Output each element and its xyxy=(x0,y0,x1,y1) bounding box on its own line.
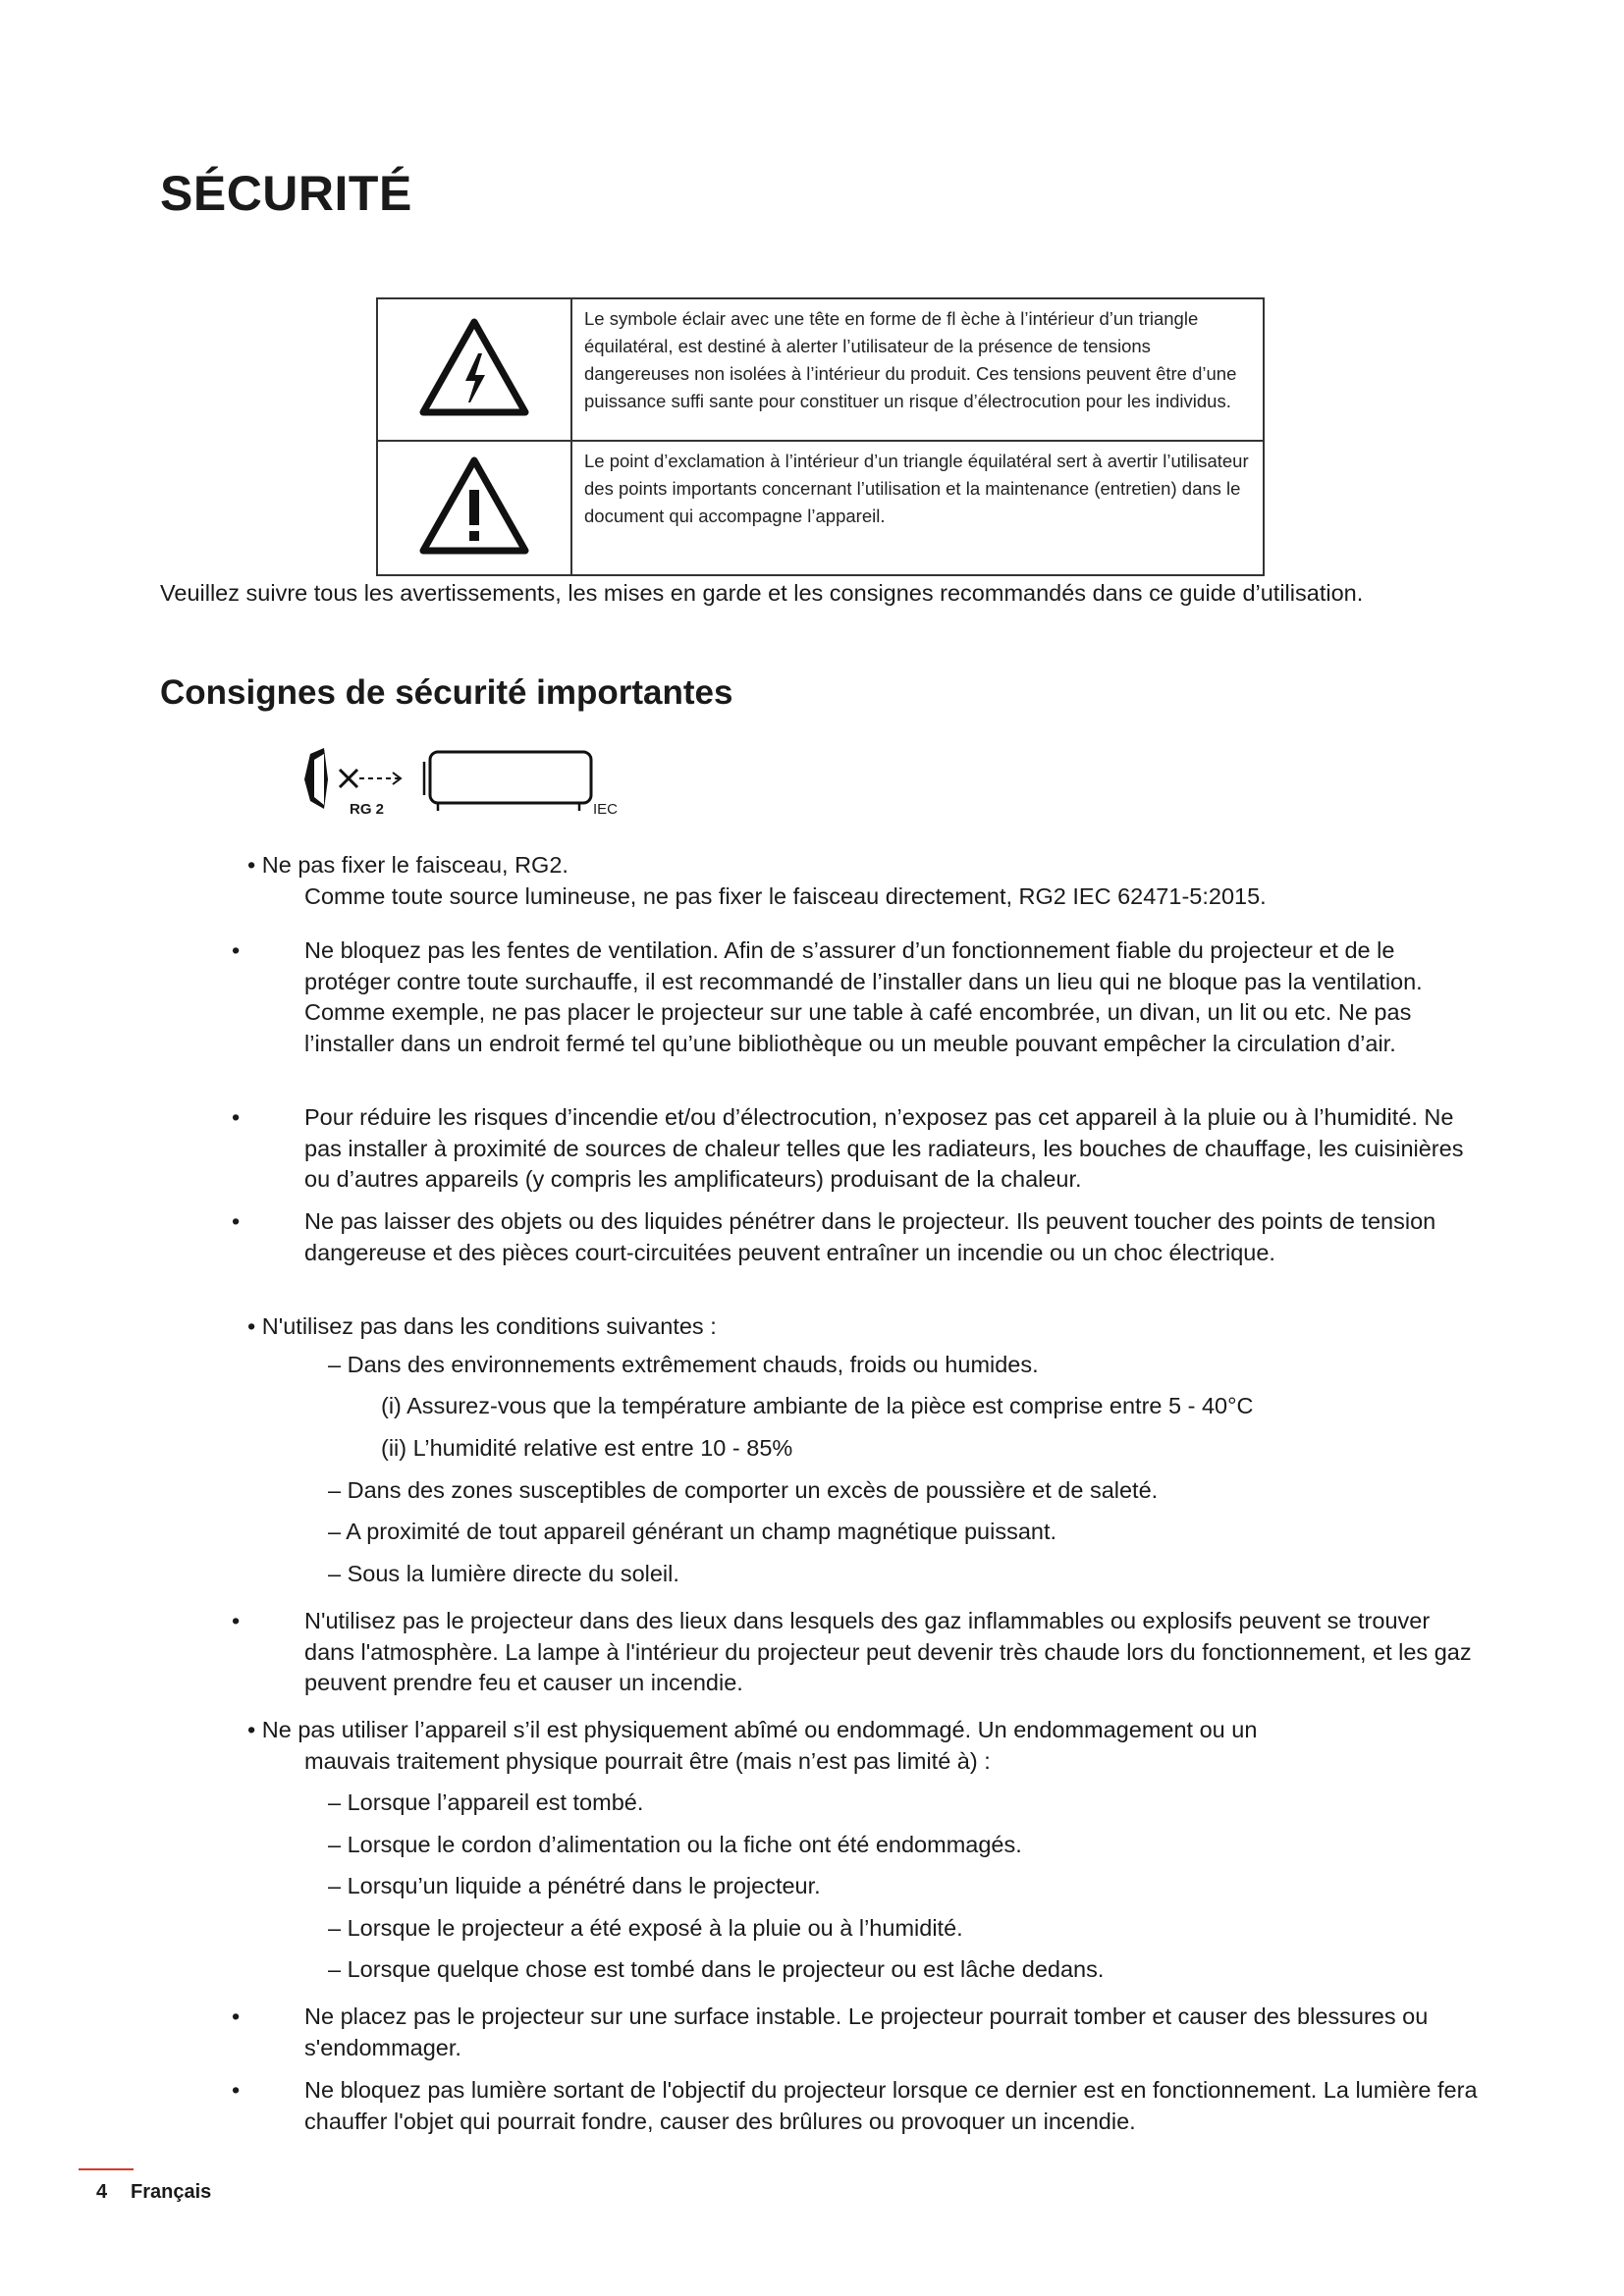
bullet: • xyxy=(232,1608,241,1633)
bullet: • xyxy=(232,1208,241,1234)
sub-item: – Sous la lumière directe du soleil. xyxy=(328,1561,679,1586)
list-item: Pour réduire les risques d’incendie et/ou d’électrocution, n’exposez pas cet appareil à la pluie ou à l’humidité. Ne pas installer à proximité de sources de chaleur telles que les radiateurs, les bouches de chauffage, les cuisinières ou d’autres appareils (y compris les amplificateurs) produisant de la chaleur. xyxy=(304,1104,1464,1192)
sub-sub-item: (i) Assurez-vous que la température ambiante de la pièce est comprise entre 5 - 40°C xyxy=(381,1393,1254,1418)
sub-item: – Dans des zones susceptibles de comporter un excès de poussière et de saleté. xyxy=(328,1477,1159,1503)
iec-label: IEC xyxy=(593,801,619,818)
list-item: Ne bloquez pas lumière sortant de l'objectif du projecteur lorsque ce dernier est en fonctionnement. La lumière fera chauffer l'objet qui pourrait fondre, causer des brûlures ou provoquer un incendie. xyxy=(304,2077,1478,2134)
sub-item: – Lorsque l’appareil est tombé. xyxy=(328,1789,644,1815)
page-title: SÉCURITÉ xyxy=(160,166,412,221)
list-item: Ne bloquez pas les fentes de ventilation. Afin de s’assurer d’un fonctionnement fiable du projecteur et de le protéger contre toute surchauffe, il est recommandé de l’installer dans un lieu qui ne bloque pas la ventilation. Comme exemple, ne pas placer le projecteur sur une table à café encombrée, un divan, un lit ou etc. Ne pas l’installer dans un endroit fermé tel qu’une bibliothèque ou un meuble pouvant empêcher la circulation d’air. xyxy=(304,937,1423,1056)
rg2-label: RG 2 xyxy=(350,801,385,818)
section-heading: Consignes de sécurité importantes xyxy=(160,673,733,712)
list-item-detail: Comme toute source lumineuse, ne pas fixer le faisceau directement, RG2 IEC 62471-5:2015. xyxy=(304,883,1267,909)
rg2-diagram xyxy=(302,746,626,829)
warning-text-exclamation: Le point d’exclamation à l’intérieur d’un triangle équilatéral sert à avertir l’utilisateur des points importants concernant l’utilisation et la maintenance (entretien) dans le document qui accompagne l’appareil. xyxy=(571,441,1264,575)
list-item-title: • Ne pas fixer le faisceau, RG2. xyxy=(247,852,568,878)
list-item-title: • N'utilisez pas dans les conditions suivantes : xyxy=(247,1313,717,1339)
bullet: • xyxy=(232,937,241,963)
list-item: N'utilisez pas le projecteur dans des lieux dans lesquels des gaz inflammables ou explosifs peuvent se trouver dans l'atmosphère. La lampe à l'intérieur du projecteur peut devenir très chaude lors du fonctionnement, et les gaz peuvent prendre feu et causer un incendie. xyxy=(304,1608,1472,1695)
exclamation-triangle-icon xyxy=(419,456,529,555)
bullet: • xyxy=(232,2077,241,2103)
intro-paragraph: Veuillez suivre tous les avertissements, les mises en garde et les consignes recommandés dans ce guide d’utilisation. xyxy=(160,580,1364,606)
sub-item: – Dans des environnements extrêmement chauds, froids ou humides. xyxy=(328,1352,1039,1377)
warning-symbols-table xyxy=(376,297,1265,576)
sub-item: – Lorsque le projecteur a été exposé à la pluie ou à l’humidité. xyxy=(328,1915,963,1941)
page-number: 4 xyxy=(96,2181,108,2203)
sub-sub-item: (ii) L’humidité relative est entre 10 - 85% xyxy=(381,1435,793,1461)
sub-item: – Lorsque le cordon d’alimentation ou la fiche ont été endommagés. xyxy=(328,1832,1022,1857)
bullet: • xyxy=(232,1104,241,1130)
sub-item: – Lorsque quelque chose est tombé dans le projecteur ou est lâche dedans. xyxy=(328,1956,1105,1982)
footer-accent-rule xyxy=(79,2168,134,2170)
footer-language: Français xyxy=(131,2181,212,2203)
sub-item: – Lorsqu’un liquide a pénétré dans le projecteur. xyxy=(328,1873,821,1898)
warning-row-exclamation xyxy=(377,441,1264,575)
list-item: Ne placez pas le projecteur sur une surface instable. Le projecteur pourrait tomber et causer des blessures ou s'endommager. xyxy=(304,2003,1429,2060)
list-item: Ne pas laisser des objets ou des liquides pénétrer dans le projecteur. Ils peuvent toucher des points de tension dangereuse et des pièces court-circuitées peuvent entraîner un incendie ou un choc électrique. xyxy=(304,1208,1436,1265)
list-item-title: • Ne pas utiliser l’appareil s’il est physiquement abîmé ou endommagé. Un endommagement ou un xyxy=(247,1717,1258,1742)
lightning-triangle-icon xyxy=(419,318,529,416)
warning-row-lightning xyxy=(377,298,1264,441)
sub-item: – A proximité de tout appareil générant un champ magnétique puissant. xyxy=(328,1519,1057,1544)
warning-text-lightning: Le symbole éclair avec une tête en forme de fl èche à l’intérieur d’un triangle équilatéral, est destiné à alerter l’utilisateur de la présence de tensions dangereuses non isolées à l’intérieur du produit. Ces tensions peuvent être d’une puissance suffi sante pour constituer un risque d’électrocution pour les individus. xyxy=(571,298,1264,441)
bullet: • xyxy=(232,2003,241,2029)
list-item-title-cont: mauvais traitement physique pourrait être (mais n’est pas limité à) : xyxy=(304,1748,991,1774)
